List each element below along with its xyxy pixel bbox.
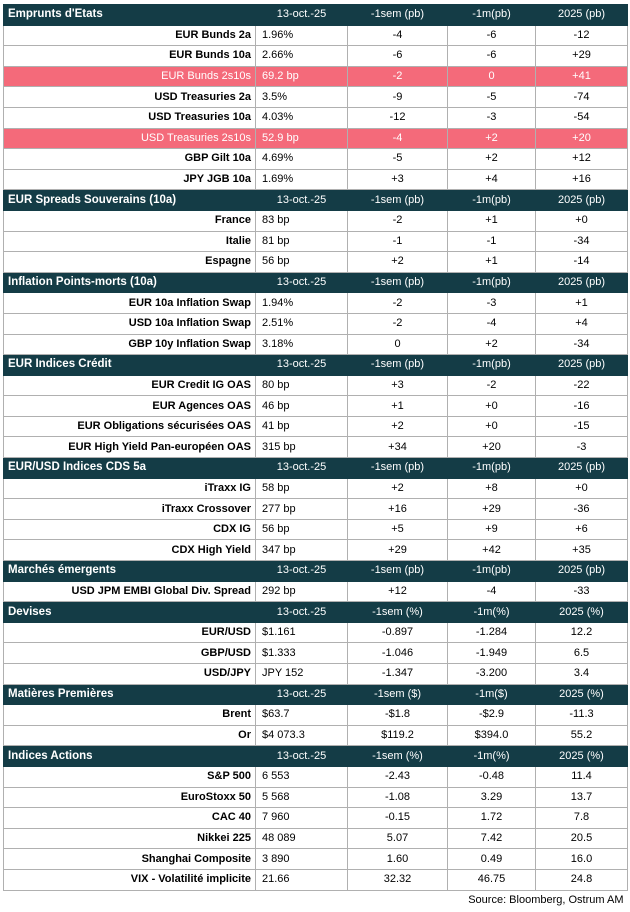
row-label: EUR Bunds 2a: [4, 25, 256, 46]
change-cell: 13.7: [536, 787, 628, 808]
row-label: USD Treasuries 2a: [4, 87, 256, 108]
table-row: [4, 478, 628, 499]
change-cell: -3: [448, 107, 536, 128]
level-cell: $4 073.3: [256, 725, 348, 746]
change-cell: -16: [536, 396, 628, 417]
level-cell: 1.94%: [256, 293, 348, 314]
level-cell: 81 bp: [256, 231, 348, 252]
section-header-devises: [4, 602, 628, 623]
table-row: [4, 313, 628, 334]
table-row: [4, 581, 628, 602]
source-row: [4, 890, 628, 910]
change-cell: +3: [348, 169, 448, 190]
section-title: Matières Premières: [4, 684, 256, 705]
column-header: 2025 (pb): [536, 355, 628, 376]
change-cell: 7.42: [448, 828, 536, 849]
level-cell: 1.69%: [256, 169, 348, 190]
table-row: [4, 46, 628, 67]
column-header: 13-oct.-25: [256, 458, 348, 479]
column-header: -1sem (pb): [348, 272, 448, 293]
change-cell: -1.284: [448, 622, 536, 643]
level-cell: 2.66%: [256, 46, 348, 67]
row-label: EUR Bunds 2s10s: [4, 66, 256, 87]
change-cell: +12: [348, 581, 448, 602]
change-cell: -4: [348, 128, 448, 149]
change-cell: -15: [536, 416, 628, 437]
change-cell: -4: [348, 25, 448, 46]
column-header: 2025 (pb): [536, 458, 628, 479]
row-label: Or: [4, 725, 256, 746]
table-row: [4, 869, 628, 890]
change-cell: +9: [448, 519, 536, 540]
change-cell: -1: [348, 231, 448, 252]
change-cell: -3: [448, 293, 536, 314]
row-label: USD Treasuries 10a: [4, 107, 256, 128]
level-cell: 277 bp: [256, 499, 348, 520]
change-cell: -2.43: [348, 766, 448, 787]
level-cell: 46 bp: [256, 396, 348, 417]
table-row: [4, 622, 628, 643]
row-label: iTraxx Crossover: [4, 499, 256, 520]
change-cell: -54: [536, 107, 628, 128]
change-cell: -2: [348, 66, 448, 87]
market-table-body: [4, 5, 628, 891]
table-row: [4, 437, 628, 458]
table-row: [4, 293, 628, 314]
row-label: EUR Bunds 10a: [4, 46, 256, 67]
change-cell: -33: [536, 581, 628, 602]
row-label: EUR 10a Inflation Swap: [4, 293, 256, 314]
column-header: -1sem (%): [348, 602, 448, 623]
change-cell: -1.046: [348, 643, 448, 664]
column-header: -1sem (pb): [348, 5, 448, 26]
row-label: France: [4, 210, 256, 231]
change-cell: -12: [348, 107, 448, 128]
change-cell: -6: [448, 25, 536, 46]
column-header: -1m(%): [448, 602, 536, 623]
change-cell: +6: [536, 519, 628, 540]
change-cell: +16: [348, 499, 448, 520]
level-cell: 3.5%: [256, 87, 348, 108]
row-label: Brent: [4, 705, 256, 726]
table-row: [4, 149, 628, 170]
table-row: [4, 66, 628, 87]
table-row: [4, 334, 628, 355]
level-cell: 3 890: [256, 849, 348, 870]
change-cell: 46.75: [448, 869, 536, 890]
table-row: [4, 169, 628, 190]
change-cell: -14: [536, 252, 628, 273]
row-label: USD/JPY: [4, 664, 256, 685]
change-cell: +8: [448, 478, 536, 499]
change-cell: 1.60: [348, 849, 448, 870]
row-label: USD JPM EMBI Global Div. Spread: [4, 581, 256, 602]
table-row: [4, 375, 628, 396]
change-cell: -6: [348, 46, 448, 67]
column-header: -1m(pb): [448, 272, 536, 293]
change-cell: +2: [348, 416, 448, 437]
row-label: USD 10a Inflation Swap: [4, 313, 256, 334]
table-row: [4, 396, 628, 417]
level-cell: 80 bp: [256, 375, 348, 396]
level-cell: 83 bp: [256, 210, 348, 231]
table-row: [4, 705, 628, 726]
level-cell: $1.161: [256, 622, 348, 643]
column-header: -1sem (pb): [348, 561, 448, 582]
change-cell: +29: [536, 46, 628, 67]
table-row: [4, 416, 628, 437]
column-header: 13-oct.-25: [256, 5, 348, 26]
column-header: -1m(%): [448, 746, 536, 767]
column-header: -1m(pb): [448, 458, 536, 479]
change-cell: -34: [536, 231, 628, 252]
section-header-matieres-premieres: [4, 684, 628, 705]
row-label: VIX - Volatilité implicite: [4, 869, 256, 890]
change-cell: 11.4: [536, 766, 628, 787]
level-cell: 69.2 bp: [256, 66, 348, 87]
section-title: Indices Actions: [4, 746, 256, 767]
section-title: Emprunts d'Etats: [4, 5, 256, 26]
change-cell: -2: [448, 375, 536, 396]
change-cell: +1: [448, 252, 536, 273]
change-cell: 3.4: [536, 664, 628, 685]
row-label: CAC 40: [4, 808, 256, 829]
table-row: [4, 519, 628, 540]
change-cell: +4: [536, 313, 628, 334]
change-cell: +42: [448, 540, 536, 561]
column-header: -1m($): [448, 684, 536, 705]
change-cell: -1.949: [448, 643, 536, 664]
change-cell: +34: [348, 437, 448, 458]
change-cell: 5.07: [348, 828, 448, 849]
change-cell: -5: [448, 87, 536, 108]
change-cell: 32.32: [348, 869, 448, 890]
level-cell: 292 bp: [256, 581, 348, 602]
level-cell: 56 bp: [256, 519, 348, 540]
level-cell: 7 960: [256, 808, 348, 829]
change-cell: -2: [348, 293, 448, 314]
change-cell: 12.2: [536, 622, 628, 643]
change-cell: -0.15: [348, 808, 448, 829]
table-row: [4, 252, 628, 273]
table-row: [4, 664, 628, 685]
change-cell: +29: [348, 540, 448, 561]
change-cell: 0: [448, 66, 536, 87]
level-cell: 41 bp: [256, 416, 348, 437]
column-header: 2025 (%): [536, 684, 628, 705]
change-cell: -1.347: [348, 664, 448, 685]
row-label: GBP Gilt 10a: [4, 149, 256, 170]
table-row: [4, 725, 628, 746]
table-row: [4, 231, 628, 252]
change-cell: 0.49: [448, 849, 536, 870]
change-cell: -34: [536, 334, 628, 355]
row-label: EUR Obligations sécurisées OAS: [4, 416, 256, 437]
table-row: [4, 849, 628, 870]
change-cell: 20.5: [536, 828, 628, 849]
table-row: [4, 540, 628, 561]
change-cell: +16: [536, 169, 628, 190]
table-row: [4, 499, 628, 520]
change-cell: -11.3: [536, 705, 628, 726]
change-cell: +2: [448, 334, 536, 355]
change-cell: -74: [536, 87, 628, 108]
column-header: -1m(pb): [448, 561, 536, 582]
change-cell: 16.0: [536, 849, 628, 870]
row-label: S&P 500: [4, 766, 256, 787]
change-cell: -4: [448, 313, 536, 334]
table-row: [4, 210, 628, 231]
section-title: Marchés émergents: [4, 561, 256, 582]
section-header-eur-usd-indices-cds-5a: [4, 458, 628, 479]
column-header: -1sem (pb): [348, 458, 448, 479]
section-header-eur-indices-credit: [4, 355, 628, 376]
column-header: 13-oct.-25: [256, 602, 348, 623]
section-header-eur-spreads-souverains-10a: [4, 190, 628, 211]
column-header: -1sem (pb): [348, 190, 448, 211]
change-cell: $119.2: [348, 725, 448, 746]
change-cell: $394.0: [448, 725, 536, 746]
change-cell: -4: [448, 581, 536, 602]
change-cell: +0: [448, 416, 536, 437]
section-header-inflation-points-morts-10a: [4, 272, 628, 293]
change-cell: +2: [348, 478, 448, 499]
change-cell: +0: [536, 478, 628, 499]
column-header: 2025 (pb): [536, 190, 628, 211]
change-cell: +12: [536, 149, 628, 170]
column-header: 2025 (%): [536, 746, 628, 767]
row-label: Nikkei 225: [4, 828, 256, 849]
level-cell: 4.69%: [256, 149, 348, 170]
change-cell: -0.897: [348, 622, 448, 643]
level-cell: $63.7: [256, 705, 348, 726]
change-cell: -5: [348, 149, 448, 170]
row-label: EuroStoxx 50: [4, 787, 256, 808]
change-cell: -9: [348, 87, 448, 108]
change-cell: +41: [536, 66, 628, 87]
column-header: -1sem (pb): [348, 355, 448, 376]
section-title: EUR Spreads Souverains (10a): [4, 190, 256, 211]
section-header-marches-emergents: [4, 561, 628, 582]
row-label: GBP 10y Inflation Swap: [4, 334, 256, 355]
column-header: -1sem (%): [348, 746, 448, 767]
change-cell: -1.08: [348, 787, 448, 808]
change-cell: -2: [348, 210, 448, 231]
column-header: 13-oct.-25: [256, 272, 348, 293]
row-label: Shanghai Composite: [4, 849, 256, 870]
column-header: 2025 (pb): [536, 5, 628, 26]
change-cell: -0.48: [448, 766, 536, 787]
change-cell: 0: [348, 334, 448, 355]
change-cell: +4: [448, 169, 536, 190]
row-label: EUR Credit IG OAS: [4, 375, 256, 396]
column-header: 2025 (%): [536, 602, 628, 623]
level-cell: 2.51%: [256, 313, 348, 334]
change-cell: -1: [448, 231, 536, 252]
change-cell: 7.8: [536, 808, 628, 829]
section-title: EUR/USD Indices CDS 5a: [4, 458, 256, 479]
change-cell: +5: [348, 519, 448, 540]
column-header: -1m(pb): [448, 355, 536, 376]
column-header: 2025 (pb): [536, 561, 628, 582]
change-cell: -$2.9: [448, 705, 536, 726]
change-cell: -22: [536, 375, 628, 396]
change-cell: -36: [536, 499, 628, 520]
change-cell: -6: [448, 46, 536, 67]
column-header: 13-oct.-25: [256, 190, 348, 211]
section-header-emprunts-d-etats: [4, 5, 628, 26]
table-row: [4, 107, 628, 128]
market-table-container: [3, 4, 628, 910]
change-cell: +2: [348, 252, 448, 273]
level-cell: 48 089: [256, 828, 348, 849]
change-cell: -3: [536, 437, 628, 458]
row-label: JPY JGB 10a: [4, 169, 256, 190]
row-label: EUR/USD: [4, 622, 256, 643]
change-cell: -2: [348, 313, 448, 334]
column-header: -1sem ($): [348, 684, 448, 705]
change-cell: -12: [536, 25, 628, 46]
change-cell: +1: [348, 396, 448, 417]
change-cell: 1.72: [448, 808, 536, 829]
section-header-indices-actions: [4, 746, 628, 767]
table-row: [4, 766, 628, 787]
section-title: Devises: [4, 602, 256, 623]
column-header: 13-oct.-25: [256, 684, 348, 705]
column-header: -1m(pb): [448, 190, 536, 211]
column-header: 13-oct.-25: [256, 561, 348, 582]
level-cell: 315 bp: [256, 437, 348, 458]
table-row: [4, 643, 628, 664]
level-cell: 56 bp: [256, 252, 348, 273]
change-cell: -$1.8: [348, 705, 448, 726]
row-label: CDX High Yield: [4, 540, 256, 561]
table-row: [4, 828, 628, 849]
change-cell: +20: [448, 437, 536, 458]
change-cell: +35: [536, 540, 628, 561]
market-summary-table: [3, 4, 628, 910]
change-cell: +20: [536, 128, 628, 149]
row-label: Espagne: [4, 252, 256, 273]
level-cell: 4.03%: [256, 107, 348, 128]
source-note: Source: Bloomberg, Ostrum AM: [468, 893, 624, 906]
level-cell: 5 568: [256, 787, 348, 808]
column-header: 13-oct.-25: [256, 746, 348, 767]
change-cell: +1: [448, 210, 536, 231]
table-row: [4, 87, 628, 108]
level-cell: 58 bp: [256, 478, 348, 499]
level-cell: $1.333: [256, 643, 348, 664]
level-cell: 52.9 bp: [256, 128, 348, 149]
column-header: 13-oct.-25: [256, 355, 348, 376]
table-row: [4, 25, 628, 46]
change-cell: +0: [448, 396, 536, 417]
row-label: GBP/USD: [4, 643, 256, 664]
change-cell: 3.29: [448, 787, 536, 808]
change-cell: -3.200: [448, 664, 536, 685]
row-label: EUR High Yield Pan-européen OAS: [4, 437, 256, 458]
level-cell: 6 553: [256, 766, 348, 787]
row-label: USD Treasuries 2s10s: [4, 128, 256, 149]
change-cell: 24.8: [536, 869, 628, 890]
section-title: Inflation Points-morts (10a): [4, 272, 256, 293]
table-row: [4, 808, 628, 829]
change-cell: +2: [448, 149, 536, 170]
change-cell: +2: [448, 128, 536, 149]
table-row: [4, 128, 628, 149]
change-cell: +3: [348, 375, 448, 396]
column-header: 2025 (pb): [536, 272, 628, 293]
level-cell: 21.66: [256, 869, 348, 890]
change-cell: +1: [536, 293, 628, 314]
change-cell: 55.2: [536, 725, 628, 746]
column-header: -1m(pb): [448, 5, 536, 26]
section-title: EUR Indices Crédit: [4, 355, 256, 376]
row-label: CDX IG: [4, 519, 256, 540]
table-row: [4, 787, 628, 808]
level-cell: 1.96%: [256, 25, 348, 46]
row-label: Italie: [4, 231, 256, 252]
row-label: EUR Agences OAS: [4, 396, 256, 417]
row-label: iTraxx IG: [4, 478, 256, 499]
change-cell: +29: [448, 499, 536, 520]
level-cell: JPY 152: [256, 664, 348, 685]
level-cell: 347 bp: [256, 540, 348, 561]
change-cell: +0: [536, 210, 628, 231]
change-cell: 6.5: [536, 643, 628, 664]
level-cell: 3.18%: [256, 334, 348, 355]
